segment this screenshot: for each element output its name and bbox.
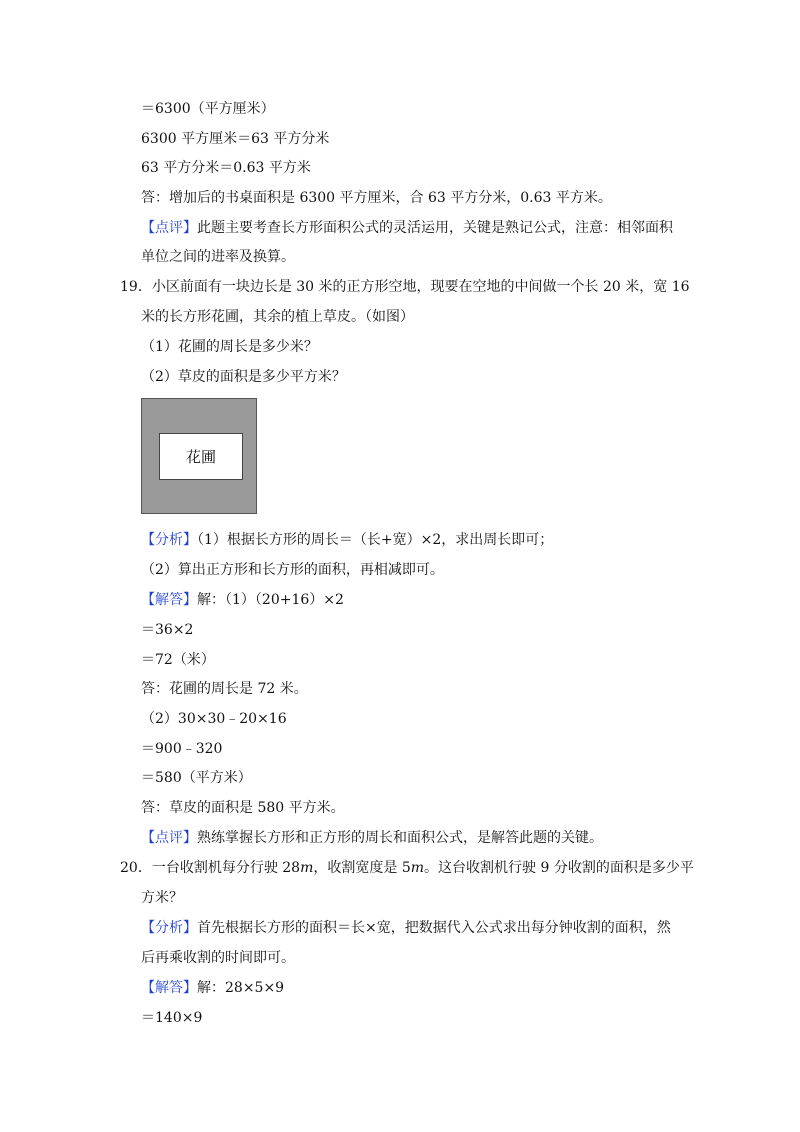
answer-text: 解：28×5×9 <box>197 980 285 996</box>
answer-text: 解：（1）（20+16）×2 <box>197 592 344 608</box>
analysis-tag: 【分析】 <box>141 920 197 936</box>
q20-analysis <box>141 918 671 938</box>
q18-review-cont: 单位之间的进率及换算。 <box>141 249 295 265</box>
q20-step-1: ＝140×9 <box>141 1010 203 1026</box>
q19-review <box>141 828 603 848</box>
q19-step-1: ＝36×2 <box>141 622 194 638</box>
q19-solution <box>141 590 344 610</box>
q19-answer-2: 答：草皮的面积是 580 平方米。 <box>141 800 345 816</box>
q18-step-2: 6300 平方厘米＝63 平方分米 <box>141 131 330 147</box>
review-tag: 【点评】 <box>141 830 197 846</box>
answer-tag: 【解答】 <box>141 980 197 996</box>
q19-sub-question-2: （2）草皮的面积是多少平方米？ <box>141 369 346 385</box>
lawn-figure <box>141 398 257 514</box>
q20-stem-part: 20．一台收割机每分行驶 28 <box>120 860 301 876</box>
q20-stem <box>120 858 694 878</box>
analysis-text: （1）根据长方形的周长＝（长+宽）×2，求出周长即可； <box>197 532 554 548</box>
unit-m: m <box>300 860 314 876</box>
q20-stem-cont: 方米？ <box>141 890 183 906</box>
flowerbed-rect: 花圃 <box>159 433 243 480</box>
q19-step-3: （2）30×30﹣20×16 <box>141 711 287 727</box>
unit-m: m <box>410 860 425 876</box>
q19-step-5: ＝580（平方米） <box>141 770 252 786</box>
q19-analysis <box>141 530 553 550</box>
review-tag: 【点评】 <box>141 220 197 236</box>
q18-review <box>141 218 673 238</box>
q20-solution <box>141 978 284 998</box>
q19-stem-cont: 米的长方形花圃，其余的植上草皮。（如图） <box>141 309 414 325</box>
analysis-tag: 【分析】 <box>141 532 197 548</box>
q18-step-1: ＝6300（平方厘米） <box>141 101 275 117</box>
review-text: 此题主要考查长方形面积公式的灵活运用，关键是熟记公式，注意：相邻面积 <box>197 220 673 236</box>
q20-analysis-cont: 后再乘收割的时间即可。 <box>141 950 295 966</box>
q19-analysis-cont: （2）算出正方形和长方形的面积，再相减即可。 <box>141 562 444 578</box>
q20-stem-part: 。这台收割机行驶 9 分收割的面积是多少平 <box>424 860 694 876</box>
q18-answer: 答：增加后的书桌面积是 6300 平方厘米，合 63 平方分米，0.63 平方米。 <box>141 190 612 206</box>
q19-stem: 19．小区前面有一块边长是 30 米的正方形空地，现要在空地的中间做一个长 20 米，宽 16 <box>120 279 690 295</box>
answer-tag: 【解答】 <box>141 592 197 608</box>
q20-stem-part: ，收割宽度是 5 <box>313 860 411 876</box>
q19-answer-1: 答：花圃的周长是 72 米。 <box>141 681 308 697</box>
q19-step-2: ＝72（米） <box>141 652 215 668</box>
q19-step-4: ＝900﹣320 <box>141 741 223 757</box>
review-text: 熟练掌握长方形和正方形的周长和面积公式，是解答此题的关键。 <box>197 830 603 846</box>
q18-step-3: 63 平方分米＝0.63 平方米 <box>141 160 311 176</box>
q19-sub-question-1: （1）花圃的周长是多少米？ <box>141 339 318 355</box>
analysis-text: 首先根据长方形的面积＝长×宽，把数据代入公式求出每分钟收割的面积，然 <box>197 920 671 936</box>
